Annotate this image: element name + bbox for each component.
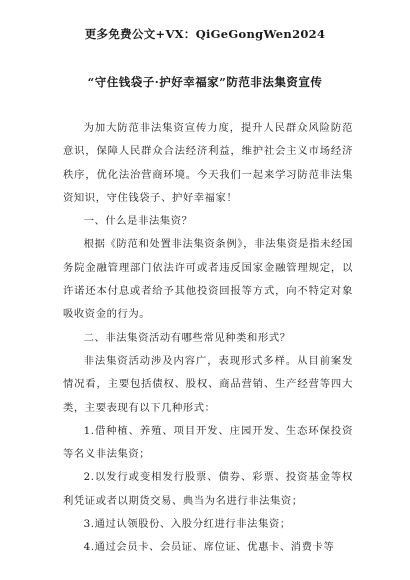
paragraph-types: 非法集资活动涉及内容广，表现形式多样。从目前案发情况看，主要包括债权、股权、商品营销、生产经营等四大类，主要表现有以下几种形式： [63,354,353,414]
list-item: 4.通过会员卡、会员证、席位证、优惠卡、消费卡等 [83,541,335,554]
document-title: “守住钱袋子·护好幸福家”防范非法集资宣传 [87,75,323,89]
list-item: 3.通过认领股份、入股分红进行非法集资； [83,518,291,531]
document-body [63,117,353,560]
paragraph-intro: 为加大防范非法集资宣传力度，提升人民群众风险防范意识，保障人民群众合法经济利益，维护社会主义市场经济秩序，优化法治营商环境。今天我们一起来学习防范非法集资知识，守住钱袋子、护好幸福家！ [63,122,353,204]
paragraph-definition: 根据《防范和处置非法集资条例》，非法集资是指未经国务院金融管理部门依法许可或者违反国家金融管理规定，以许诺还本付息或者给予其他投资回报等方式，向不特定对象吸收资金的行为。 [63,238,353,321]
section-heading-types: 二、非法集资活动有哪些常见种类和形式？ [83,331,291,344]
page-header: 更多免费公文+VX：QiGeGongWen2024 [84,27,326,41]
list-item: 1.借种植、养殖、项目开发、庄园开发、生态环保投资等名义非法集资； [63,424,353,461]
list-item: 2.以发行或变相发行股票、债券、彩票、投资基金等权利凭证或者以期货交易、典当为名进行非法集资； [63,471,353,507]
section-heading-definition: 一、什么是非法集资？ [83,215,193,228]
